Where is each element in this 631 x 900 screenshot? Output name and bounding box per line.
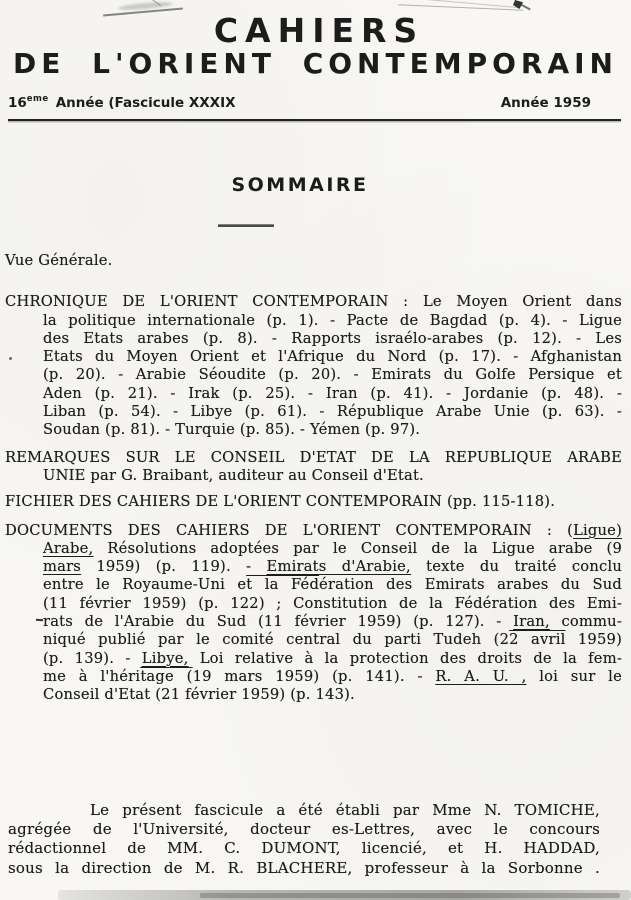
text-segment: commu- <box>549 613 623 631</box>
paragraph-remarques <box>5 449 622 486</box>
issue-number: 16 <box>8 95 27 111</box>
text-segment: (11 février 1959) (p. 122) ; Constitution de la Fédération des Emi- <box>43 594 622 612</box>
colophon <box>8 801 600 878</box>
text-segment: Iran, <box>513 613 550 631</box>
text-segment: 1959) (p. 119). - <box>81 558 267 576</box>
issue-ordinal-suffix: eme <box>26 94 49 104</box>
scan-bottom-band <box>58 890 631 900</box>
masthead-issue-row <box>8 94 591 111</box>
text-segment: FICHIER DES CAHIERS DE L'ORIENT CONTEMPORAIN (pp. 115-118). <box>5 493 556 511</box>
toc-line <box>5 558 622 576</box>
text-segment: Aden (p. 21). - Irak (p. 25). - Iran (p. 41). - Jordanie (p. 48). - <box>43 384 622 402</box>
toc-line <box>5 595 622 613</box>
toc-line <box>5 686 622 704</box>
text-segment: niqué publié par le comité central du parti Tudeh (2 <box>43 631 510 649</box>
toc-line <box>5 403 622 421</box>
text-segment: DOCUMENTS DES CAHIERS DE L'ORIENT CONTEMPORAIN : ( <box>5 521 574 539</box>
table-of-contents <box>5 252 622 705</box>
scan-scratch-left-hook <box>149 0 161 6</box>
text-segment: mars <box>43 558 82 576</box>
toc-line <box>5 348 622 366</box>
year-label: Année 1959 <box>500 95 591 111</box>
toc-line <box>5 631 622 649</box>
text-segment: rats de l'Arabie du Sud (11 février 1959) (p. 127). - <box>43 613 514 631</box>
toc-line <box>5 650 622 668</box>
scan-smudge-left <box>118 1 173 12</box>
text-segment: (p. 139). - <box>43 649 142 667</box>
text-segment: des Etats arabes (p. 8). - Rapports israélo-arabes (p. 12). - Les <box>43 329 622 347</box>
toc-line <box>5 522 622 540</box>
text-segment: Liban (p. 54). - Libye (p. 61). - République Arabe Unie (p. 63). - <box>43 403 622 421</box>
scan-ink-mark <box>513 0 523 9</box>
text-segment: R. A. U. , <box>435 667 527 685</box>
text-segment: Soudan (p. 81). - Turquie (p. 85). - Yémen (p. 97). <box>43 421 421 439</box>
paragraph-vue-generale <box>5 252 622 270</box>
text-segment: Ligue) <box>573 521 622 539</box>
toc-line <box>5 385 622 403</box>
scan-scratch-right-1 <box>398 4 523 11</box>
toc-line <box>5 252 622 270</box>
toc-line <box>5 312 622 330</box>
colophon-line: sous la direction de M. R. BLACHERE, professeur à la Sorbonne . <box>8 858 600 877</box>
text-segment: tage ( <box>140 667 193 685</box>
colophon-line: Le présent fascicule a été établi par Mme N. TOMICHE, <box>90 801 600 819</box>
journal-title-line1: CAHIERS <box>213 11 425 50</box>
toc-line <box>5 493 622 511</box>
toc-line <box>5 330 622 348</box>
toc-line <box>5 421 622 439</box>
paragraph-documents <box>5 522 622 705</box>
text-segment: REMARQUES SUR LE CONSEIL D'ETAT DE LA REPUBLIQUE ARABE <box>5 448 622 466</box>
colophon-line: rédactionnel de MM. C. DUMONT, licencié, et H. HADDAD, <box>8 839 600 858</box>
text-segment: CHRONIQUE DE L'ORIENT CONTEMPORAIN : Le Moyen Orient dans <box>5 293 622 311</box>
text-segment: la politique internationale (p. 1). - Pacte de Bagdad (p. 4). - Ligue <box>43 311 622 329</box>
toc-line <box>5 576 622 594</box>
text-segment: 2 avril <box>509 631 566 649</box>
text-segment: ération des Emirats arabes du Sud <box>319 576 622 594</box>
text-segment: 1959) <box>565 631 622 649</box>
toc-line <box>5 467 622 485</box>
scan-scratch-right-2 <box>402 0 520 8</box>
text-segment: Emirats d'Arabie, <box>266 558 411 576</box>
text-segment: Conseil d'Etat (21 février 1959) (p. 143). <box>43 686 355 704</box>
text-segment: Vue Générale. <box>5 252 113 269</box>
text-segment: t la Féd <box>246 576 320 594</box>
text-segment: Libye, <box>141 649 189 667</box>
scan-ink-mark-stem <box>520 4 530 10</box>
text-segment: loi sur le <box>526 667 622 685</box>
text-segment: UNIE par G. Braibant, auditeur au Conseil d'Etat. <box>43 466 424 484</box>
text-segment: Loi relative à la protection des droits de la fem- <box>188 649 622 667</box>
sommaire-heading: SOMMAIRE <box>231 174 369 196</box>
issue-fascicule-text: Année (Fascicule XXXIX <box>55 95 236 111</box>
scan-bottom-streak <box>200 893 620 898</box>
toc-line <box>5 449 622 467</box>
toc-line <box>5 366 622 384</box>
text-segment: Etats du Moyen Orient et l'Afrique du Nord (p. 17). - Afghanistan <box>43 348 622 366</box>
text-segment: texte du traité conclu <box>410 558 622 576</box>
sommaire-divider <box>218 224 274 227</box>
text-segment: Résolutions adoptées par le Conseil de la Ligue arabe (9 <box>93 539 622 557</box>
text-segment: Arabe, <box>43 539 94 557</box>
text-segment: 19 mars 1959) (p. 141). - <box>192 667 436 685</box>
text-segment: (p. 20). - Arabie Séoudite (p. 20). - Emirats du Golfe Persique et <box>43 366 622 384</box>
paragraph-chronique <box>5 293 622 439</box>
issue-label <box>8 94 236 111</box>
journal-title-line2: DE L'ORIENT CONTEMPORAIN <box>12 47 618 80</box>
toc-line <box>5 613 622 631</box>
paragraph-fichier <box>5 493 622 511</box>
text-segment: entre le Royaume-Uni e <box>43 576 247 594</box>
toc-line <box>5 540 622 558</box>
toc-line <box>5 293 622 311</box>
toc-line <box>5 668 622 686</box>
masthead-rule <box>8 119 621 121</box>
text-segment: me à l'héri <box>43 667 141 685</box>
colophon-line: agrégée de l'Université, docteur es-Lettres, avec le concours <box>8 820 600 839</box>
